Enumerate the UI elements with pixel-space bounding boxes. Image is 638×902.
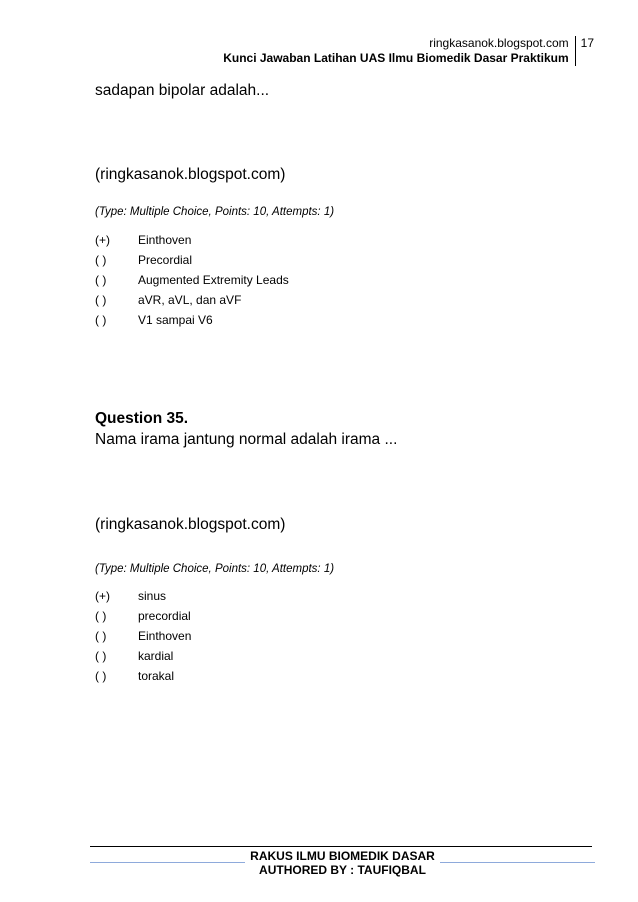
q35-source: (ringkasanok.blogspot.com)	[95, 516, 286, 533]
page-number: 17	[580, 36, 594, 50]
option-marker: (+)	[95, 589, 110, 603]
q34-options	[95, 230, 289, 330]
q35-option-1	[95, 586, 191, 606]
q34-meta: (Type: Multiple Choice, Points: 10, Attempts: 1)	[95, 206, 335, 218]
option-text: V1 sampai V6	[138, 313, 213, 327]
q35-heading: Question 35.	[95, 410, 189, 427]
q34-source: (ringkasanok.blogspot.com)	[95, 166, 286, 183]
page-footer	[245, 849, 440, 877]
q35-option-2	[95, 606, 191, 626]
footer-divider	[90, 846, 592, 847]
q35-options	[95, 586, 191, 686]
option-text: precordial	[138, 609, 191, 623]
q35-question: Nama irama jantung normal adalah irama ...	[95, 431, 398, 448]
q34-option-2	[95, 250, 289, 270]
q34-question-tail: sadapan bipolar adalah...	[95, 82, 270, 99]
q35-option-4	[95, 646, 191, 666]
page-header	[223, 36, 594, 66]
footer-author: AUTHORED BY : TAUFIQBAL	[259, 863, 426, 877]
q34-option-5	[95, 310, 289, 330]
footer-accent-line-right	[440, 862, 595, 863]
option-text: aVR, aVL, dan aVF	[138, 293, 242, 307]
option-text: kardial	[138, 649, 174, 663]
option-marker: (+)	[95, 233, 110, 247]
option-text: sinus	[138, 589, 167, 603]
option-text: torakal	[138, 669, 175, 683]
option-marker: ( )	[95, 273, 107, 287]
option-marker: ( )	[95, 293, 107, 307]
option-text: Einthoven	[138, 629, 192, 643]
footer-accent-line-left	[90, 862, 245, 863]
option-marker: ( )	[95, 669, 107, 683]
option-marker: ( )	[95, 253, 107, 267]
option-marker: ( )	[95, 649, 107, 663]
option-text: Precordial	[138, 253, 193, 267]
header-title: Kunci Jawaban Latihan UAS Ilmu Biomedik Dasar Praktikum	[223, 51, 569, 65]
q35-option-5	[95, 666, 191, 686]
q34-option-1	[95, 230, 289, 250]
q34-option-3	[95, 270, 289, 290]
option-marker: ( )	[95, 609, 107, 623]
q35-meta: (Type: Multiple Choice, Points: 10, Attempts: 1)	[95, 563, 335, 575]
header-site: ringkasanok.blogspot.com	[429, 36, 569, 50]
option-marker: ( )	[95, 629, 107, 643]
header-text-block	[223, 36, 575, 66]
q34-option-4	[95, 290, 289, 310]
option-text: Einthoven	[138, 233, 192, 247]
footer-title: RAKUS ILMU BIOMEDIK DASAR	[250, 849, 435, 863]
option-marker: ( )	[95, 313, 107, 327]
q35-option-3	[95, 626, 191, 646]
option-text: Augmented Extremity Leads	[138, 273, 289, 287]
